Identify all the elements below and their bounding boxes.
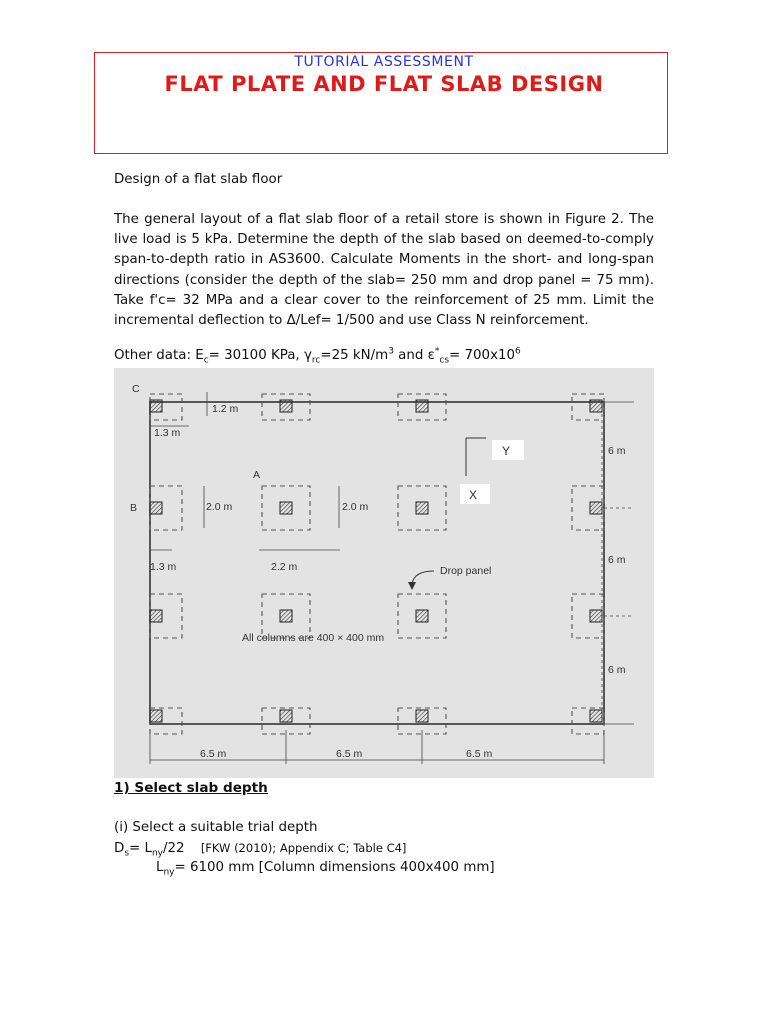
label-span-y1: 6 m [608, 445, 626, 457]
document-title: FLAT PLATE AND FLAT SLAB DESIGN [164, 72, 604, 96]
label-1-3-bottom: 1.3 m [150, 561, 177, 573]
column [150, 400, 162, 412]
label-drop-panel: Drop panel [440, 565, 492, 577]
label-span-x3: 6.5 m [466, 748, 493, 760]
column [590, 710, 602, 722]
document-kicker: TUTORIAL ASSESSMENT [294, 54, 474, 70]
column [590, 400, 602, 412]
column [280, 710, 292, 722]
label-span-y3: 6 m [608, 664, 626, 676]
label-1-3-top: 1.3 m [154, 427, 181, 439]
column [280, 400, 292, 412]
label-columns-note: All columns are 400 × 400 mm [242, 632, 385, 644]
label-1-2: 1.2 m [212, 403, 239, 415]
problem-paragraph: The general layout of a flat slab floor of a retail store is shown in Figure 2. The live load is 5 kPa. Determine the depth of the slab based on deemed-to-comply span-to-depth ratio in AS3600. Calculate Moments in the short- and long-span directions (consider the depth of the slab= 250 mm and drop panel = 75 mm). Take f'c= 32 MPa and a clear cover to the reinforcement of 25 mm. Limit the incremental deflection to Δ/Lef= 1/500 and use Class N reinforcement. [114, 212, 654, 329]
column [590, 502, 602, 514]
figure-background [114, 368, 654, 778]
label-2-2: 2.2 m [271, 561, 298, 573]
label-span-x2: 6.5 m [336, 748, 363, 760]
column [416, 400, 428, 412]
column [416, 502, 428, 514]
section-subtitle: Design of a flat slab floor [114, 172, 283, 187]
column [150, 502, 162, 514]
column [590, 610, 602, 622]
label-b: B [130, 502, 138, 514]
other-data-line: Other data: $E_c= 30100$ KPa, $\gamma_{rc}=25$ $kN/m^3$ and $\varepsilon^*_{cs}= 700x10^6$ [114, 346, 521, 366]
label-axis-y: Y [502, 444, 511, 458]
label-a: A [253, 469, 261, 481]
equation-reference: [FKW (2010); Appendix C; Table C4] [200, 841, 407, 855]
label-span-y2: 6 m [608, 554, 626, 566]
column [280, 610, 292, 622]
label-2-0-left: 2.0 m [206, 501, 233, 513]
section-heading: 1) Select slab depth [114, 780, 268, 796]
label-axis-x: X [469, 488, 478, 502]
column [416, 610, 428, 622]
column [280, 502, 292, 514]
label-c: C [132, 383, 140, 395]
label-span-x1: 6.5 m [200, 748, 227, 760]
column [150, 610, 162, 622]
step-text: (i) Select a suitable trial depth [114, 820, 318, 835]
column [416, 710, 428, 722]
label-2-0-mid: 2.0 m [342, 501, 369, 513]
lny-line: $L_{ny}= 6100$ mm [Column dimensions 400x400 mm] [156, 860, 495, 878]
column [150, 710, 162, 722]
equation-line: $D_s= L_{ny}/22$ [FKW (2010); Appendix C; Table C4] [114, 841, 407, 859]
slab-layout-figure [114, 368, 654, 778]
